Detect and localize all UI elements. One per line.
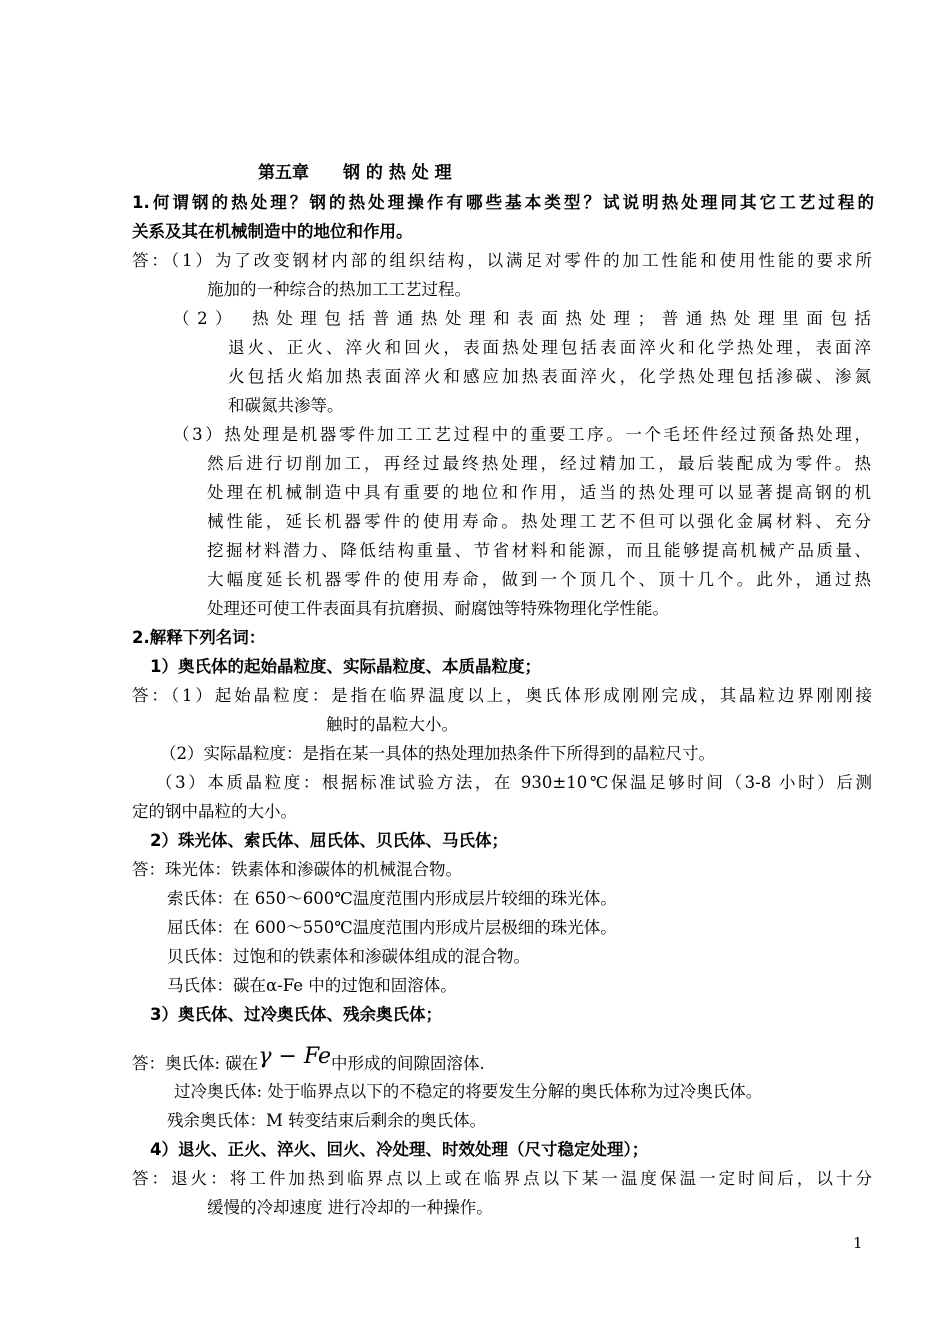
answer-2-3-retained-austenite: 残余奥氏体：M 转变结束后剩余的奥氏体。 [167, 1111, 487, 1130]
gamma-fe-formula: γ − Fe [258, 1044, 331, 1069]
question-1-line-1: 1.何谓钢的热处理？钢的热处理操作有哪些基本类型？试说明热处理同其它工艺过程的 [132, 193, 874, 212]
answer-1-part-3-line-1: （3）热处理是机器零件加工工艺过程中的重要工序。一个毛坯件经过预备热处理， [173, 425, 871, 444]
chapter-topic: 钢 的 热 处 理 [343, 163, 452, 183]
austenite-text-suffix: 中形成的间隙固溶体. [330, 1054, 485, 1073]
answer-1-part-1-line-2: 施加的一种综合的热加工工艺过程。 [207, 280, 471, 299]
chapter-number: 第五章 [258, 163, 309, 183]
page-number: 1 [853, 1234, 863, 1252]
austenite-text-prefix: 答：奥氏体: 碳在 [132, 1054, 259, 1073]
answer-1-part-2-line-4: 和碳氮共渗等。 [228, 396, 344, 415]
answer-2-2-martensite: 马氏体：碳在α-Fe 中的过饱和固溶体。 [167, 976, 457, 995]
question-2-sub-2-heading: 2）珠光体、索氏体、屈氏体、贝氏体、马氏体； [150, 831, 508, 850]
answer-2-2-bainite: 贝氏体：过饱和的铁素体和渗碳体组成的混合物。 [167, 947, 530, 966]
answer-2-1-part-1-line-1: 答：（1）起始晶粒度：是指在临界温度以上，奥氏体形成刚刚完成，其晶粒边界刚刚接 [132, 686, 872, 705]
answer-2-1-part-2: （2）实际晶粒度：是指在某一具体的热处理加热条件下所得到的晶粒尺寸。 [160, 744, 715, 763]
answer-1-part-3-line-4: 械性能，延长机器零件的使用寿命。热处理工艺不但可以强化金属材料、充分 [207, 512, 871, 531]
answer-2-1-part-3-line-1: （3）本质晶粒度：根据标准试验方法，在 930±10℃保温足够时间（3-8 小时）后测 [156, 773, 872, 792]
answer-1-part-2-line-3: 火包括火焰加热表面淬火和感应加热表面淬火，化学热处理包括渗碳、渗氮 [228, 367, 871, 386]
answer-2-1-part-3-line-2: 定的钢中晶粒的大小。 [132, 802, 297, 821]
answer-2-3-supercooled-austenite: 过冷奥氏体: 处于临界点以下的不稳定的将要发生分解的奥氏体称为过冷奥氏体。 [174, 1082, 763, 1101]
answer-1-part-3-line-6: 大幅度延长机器零件的使用寿命，做到一个顶几个、顶十几个。此外，通过热 [207, 570, 871, 589]
question-2-sub-3-heading: 3）奥氏体、过冷奥氏体、残余奥氏体； [150, 1005, 442, 1024]
answer-1-part-3-line-2: 然后进行切削加工，再经过最终热处理，经过精加工，最后装配成为零件。热 [207, 454, 871, 473]
answer-2-1-part-1-line-2: 触时的晶粒大小。 [326, 715, 458, 734]
answer-1-part-3-line-5: 挖掘材料潜力、降低结构重量、节省材料和能源，而且能够提高机械产品质量、 [207, 541, 871, 560]
answer-2-2-troostite: 屈氏体：在 600～550℃温度范围内形成片层极细的珠光体。 [167, 918, 617, 937]
answer-1-part-3-line-7: 处理还可使工件表面具有抗磨损、耐腐蚀等特殊物理化学性能。 [207, 599, 669, 618]
question-1-line-2: 关系及其在机械制造中的地位和作用。 [132, 222, 413, 241]
answer-1-part-3-line-3: 处理在机械制造中具有重要的地位和作用，适当的热处理可以显著提高钢的机 [207, 483, 871, 502]
answer-1-part-2-line-1: （2） 热处理包括普通热处理和表面热处理；普通热处理里面包括 [173, 309, 871, 328]
answer-2-3-austenite [132, 1044, 485, 1074]
answer-2-2-sorbite: 索氏体：在 650～600℃温度范围内形成层片较细的珠光体。 [167, 889, 617, 908]
answer-2-2-pearlite: 答：珠光体：铁素体和渗碳体的机械混合物。 [132, 860, 462, 879]
answer-1-part-2-line-2: 退火、正火、淬火和回火，表面热处理包括表面淬火和化学热处理，表面淬 [228, 338, 871, 357]
answer-2-4-annealing-line-2: 缓慢的冷却速度 进行冷却的一种操作。 [207, 1198, 493, 1217]
question-2-sub-1-heading: 1）奥氏体的起始晶粒度、实际晶粒度、本质晶粒度； [150, 657, 541, 676]
chapter-title [258, 163, 452, 183]
question-2-sub-4-heading: 4）退火、正火、淬火、回火、冷处理、时效处理（尺寸稳定处理）； [150, 1140, 649, 1159]
question-2-heading: 2.解释下列名词： [132, 628, 266, 647]
answer-1-part-1-line-1: 答：（1）为了改变钢材内部的组织结构，以满足对零件的加工性能和使用性能的要求所 [132, 251, 872, 270]
answer-2-4-annealing-line-1: 答：退火：将工件加热到临界点以上或在临界点以下某一温度保温一定时间后，以十分 [132, 1169, 872, 1188]
